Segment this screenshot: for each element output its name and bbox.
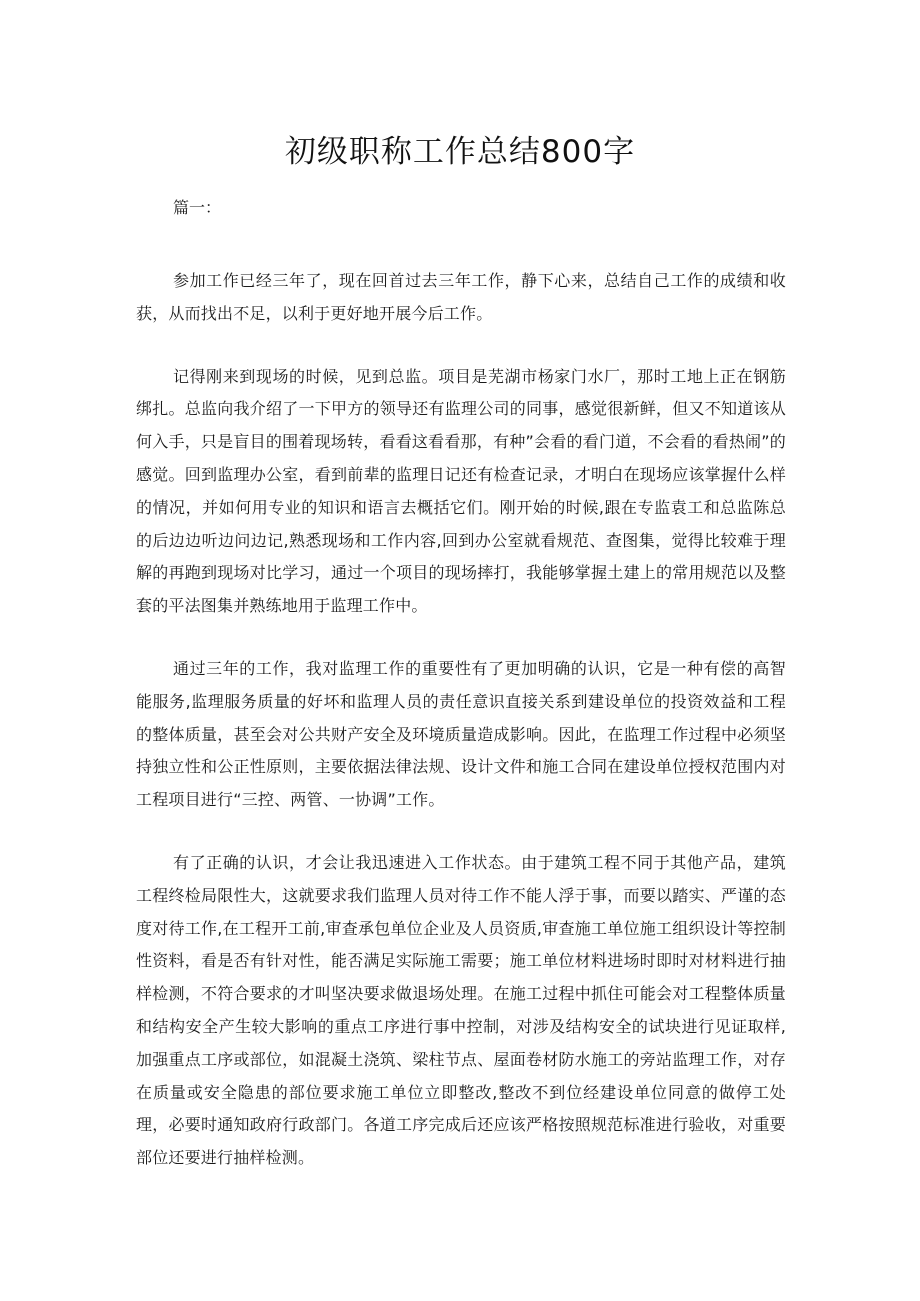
section-label: 篇一： xyxy=(173,198,222,217)
paragraph-3: 通过三年的工作，我对监理工作的重要性有了更加明确的认识，它是一种有偿的高智能服务,监理服务质量的好坏和监理人员的责任意识直接关系到建设单位的投资效益和工程的整体质量，甚至会对公共财产安全及环境质量造成影响。因此，在监理工作过程中必须坚持独立性和公正性原则，主要依据法律法规、设计文件和施工合同在建设单位授权范围内对工程项目进行“三控、两管、一协调”工作。 xyxy=(136,658,786,810)
paragraph-2: 记得刚来到现场的时候，见到总监。项目是芜湖市杨家门水厂，那时工地上正在钢筋绑扎。总监向我介绍了一下甲方的领导还有监理公司的同事，感觉很新鲜，但又不知道该从何入手，只是盲目的围着现场转，看看这看看那，有种”会看的看门道，不会看的看热闹”的感觉。回到监理办公室，看到前辈的监理日记还有检查记录，才明白在现场应该掌握什么样的情况，并如何用专业的知识和语言去概括它们。刚开始的时候,跟在专监袁工和总监陈总的后边边听边问边记,熟悉现场和工作内容,回到办公室就看规范、查图集，觉得比较难于理解的再跑到现场对比学习，通过一个项目的现场摔打，我能够掌握土建上的常用规范以及整套的平法图集并熟练地用于监理工作中。 xyxy=(136,366,786,616)
document-title: 初级职称工作总结800字 xyxy=(284,134,636,170)
paragraph-4: 有了正确的认识，才会让我迅速进入工作状态。由于建筑工程不同于其他产品，建筑工程终检局限性大，这就要求我们监理人员对待工作不能人浮于事，而要以踏实、严谨的态度对待工作,在工程开工前,审查承包单位企业及人员资质,审查施工单位施工组织设计等控制性资料，看是否有针对性，能否满足实际施工需要；施工单位材料进场时即时对材料进行抽样检测，不符合要求的才叫坚决要求做退场处理。在施工过程中抓住可能会对工程整体质量和结构安全产生较大影响的重点工序进行事中控制，对涉及结构安全的试块进行见证取样,加强重点工序或部位，如混凝土浇筑、梁柱节点、屋面卷材防水施工的旁站监理工作，对存在质量或安全隐患的部位要求施工单位立即整改,整改不到位经建设单位同意的做停工处理，必要时通知政府行政部门。各道工序完成后还应该严格按照规范标准进行验收，对重要部位还要进行抽样检测。 xyxy=(136,852,786,1168)
paragraph-1: 参加工作已经三年了，现在回首过去三年工作，静下心来，总结自己工作的成绩和收获，从而找出不足，以利于更好地开展今后工作。 xyxy=(136,271,786,323)
document-body xyxy=(136,188,786,1205)
